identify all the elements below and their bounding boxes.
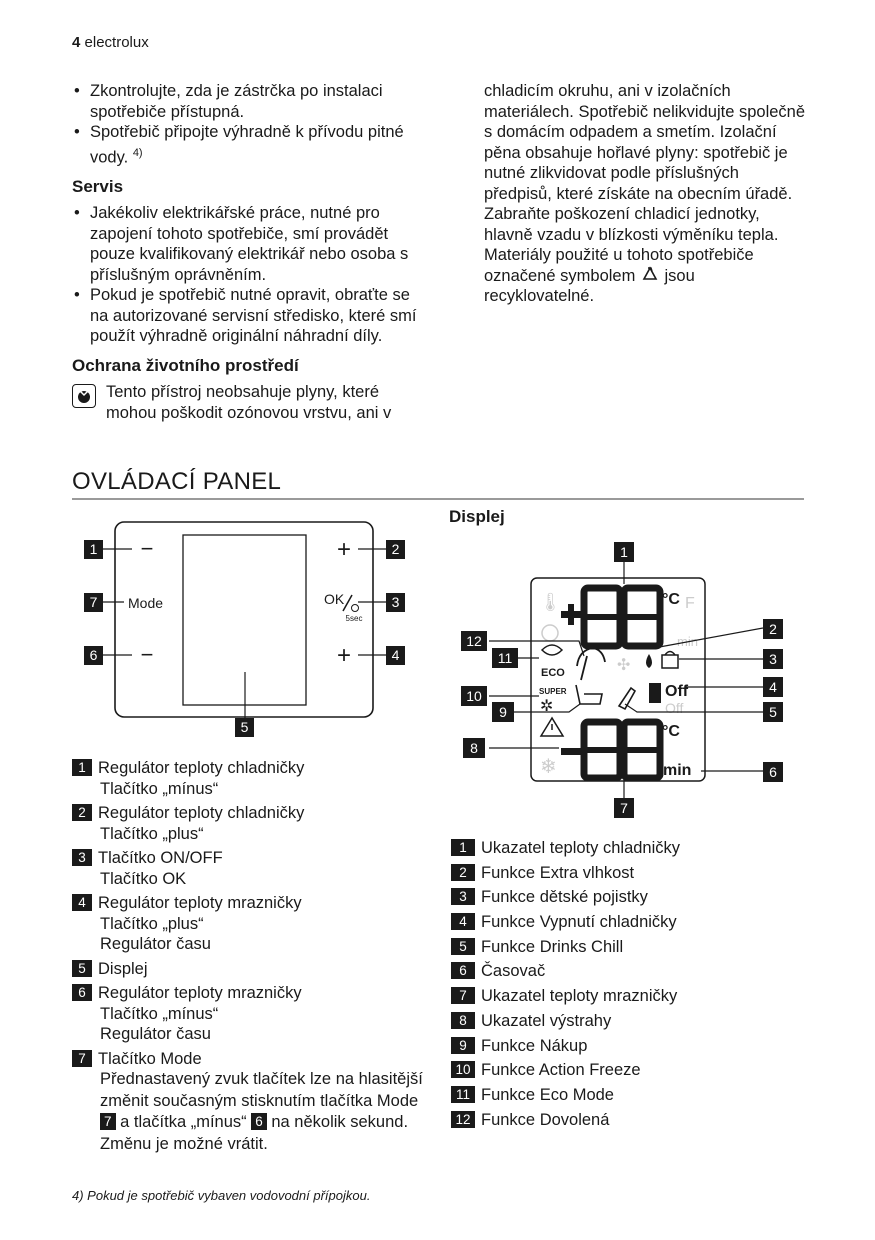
panel-legend — [72, 758, 432, 1155]
legend-item: 1 Regulátor teploty chladničky Tlačítko „mínus“ — [72, 758, 432, 799]
fahrenheit-top: F — [685, 595, 695, 612]
eco-label: ECO — [541, 667, 565, 679]
holiday-umbrella-icon — [577, 648, 605, 666]
legend-item: 6 Časovač — [451, 961, 811, 986]
callout-3: 3 — [391, 594, 400, 610]
legend-item: 3 Tlačítko ON/OFF Tlačítko OK — [72, 848, 432, 889]
fridge-off-icon — [649, 683, 661, 703]
legend-item: 5 Funkce Drinks Chill — [451, 937, 811, 962]
callout-5: 5 — [240, 719, 249, 735]
legend-item: 4 Funkce Vypnutí chladničky — [451, 912, 811, 937]
recycle-icon — [640, 266, 660, 284]
control-panel-diagram — [72, 515, 432, 745]
off-label: Off — [665, 683, 689, 700]
display-callout-10: 10 — [466, 688, 482, 704]
section-divider — [72, 498, 804, 500]
thermometer-icon: 🌡 — [539, 592, 562, 613]
recycling-paragraph: chladicím okruhu, ani v izolačních materiálech. Spotřebič nelikvidujte společně s domácím odpadem a smetím. Izolační pěna obsahuje hořlavé plyny: spotřebič je nutné zlikvidovat podle příslušných předpisů, které získáte na obecním úřadě. Zabraňte poškození chladicí jednotky, hlavně vzadu v blízkosti výměníku tepla. Materiály použité u tohoto spotřebiče označené symbolem jsou recyklovatelné. — [484, 82, 806, 305]
fridge-plus-button[interactable]: + — [336, 536, 352, 563]
callout-6: 6 — [89, 647, 98, 663]
page-header — [72, 34, 149, 51]
freezer-temperature-digits — [561, 722, 660, 778]
page-number: 4 — [72, 34, 81, 51]
off-faded-label: Off — [665, 700, 684, 716]
display-diagram — [459, 538, 789, 823]
legend-item: 9 Funkce Nákup — [451, 1036, 811, 1061]
legend-item: 2 Funkce Extra vlhkost — [451, 863, 811, 888]
legend-item: 8 Ukazatel výstrahy — [451, 1011, 811, 1036]
list-item: • Jakékoliv elektrikářské práce, nutné pro zapojení tohoto spotřebiče, smí provádět pouze kvalifikovaný elektrikář nebo osoba s příslušným oprávněním. — [72, 203, 432, 285]
celsius-bottom: °C — [662, 723, 680, 740]
mode-button[interactable]: Mode — [128, 595, 164, 611]
list-item: • Pokud je spotřebič nutné opravit, obraťte se na autorizované servisní středisko, které smí použít výhradně originální náhradní díly. — [72, 285, 432, 347]
min-faded: min — [677, 634, 698, 649]
humidity-drop-icon — [646, 654, 652, 668]
display-heading: Displej — [449, 507, 505, 526]
display-callout-7: 7 — [620, 800, 628, 816]
servis-heading: Servis — [72, 176, 124, 196]
legend-item: 3 Funkce dětské pojistky — [451, 887, 811, 912]
ok-hold-label: 5sec — [345, 614, 363, 623]
inline-callout-6: 6 — [251, 1113, 267, 1130]
inline-callout-7: 7 — [100, 1113, 116, 1130]
fridge-minus-button[interactable]: − — [140, 536, 154, 561]
section-title: OVLÁDACÍ PANEL — [72, 468, 282, 495]
display-callout-4: 4 — [769, 679, 777, 695]
child-lock-icon — [662, 655, 678, 668]
legend-item: 12 Funkce Dovolená — [451, 1110, 811, 1135]
eco-leaf-icon — [542, 645, 562, 655]
display-callout-12: 12 — [466, 633, 482, 649]
display-callout-8: 8 — [470, 740, 478, 756]
callout-7: 7 — [89, 594, 98, 610]
legend-item: 5 Displej — [72, 959, 432, 980]
brand-name: electrolux — [84, 34, 149, 51]
display-callout-1: 1 — [620, 544, 628, 560]
power-icon — [352, 605, 359, 612]
snowflake-icon: ❄ — [540, 754, 557, 778]
freezer-plus-button[interactable]: + — [336, 642, 352, 669]
legend-item: 10 Funkce Action Freeze — [451, 1060, 811, 1085]
legend-item: 7 Ukazatel teploty mrazničky — [451, 986, 811, 1011]
ok-button[interactable]: OK — [324, 591, 345, 607]
list-item: • Zkontrolujte, zda je zástrčka po instalaci spotřebiče přístupná. — [72, 81, 432, 122]
callout-2: 2 — [391, 541, 400, 557]
super-label: SUPER — [539, 687, 567, 696]
display-callout-5: 5 — [769, 704, 777, 720]
legend-item-mode: 7 Tlačítko Mode Přednastavený zvuk tlačítek lze na hlasitější změnit současným stisknutím tlačítka Mode 7 a tlačítka „mínus“ 6 na několik sekund. Změnu je možné vrátit. — [72, 1049, 432, 1156]
display-callout-11: 11 — [497, 650, 513, 666]
display-callout-2: 2 — [769, 621, 777, 637]
legend-item: 11 Funkce Eco Mode — [451, 1085, 811, 1110]
environment-heading: Ochrana životního prostředí — [72, 355, 299, 375]
display-callout-3: 3 — [769, 651, 777, 667]
legend-item: 2 Regulátor teploty chladničky Tlačítko „plus“ — [72, 803, 432, 844]
display-legend — [451, 838, 811, 1134]
action-freeze-icon: ✲ — [540, 696, 554, 715]
shopping-cart-icon — [576, 685, 602, 704]
display-callout-9: 9 — [499, 704, 507, 720]
timer-min-label: min — [663, 762, 692, 779]
fridge-temperature-digits — [561, 588, 660, 646]
footnote: 4) Pokud je spotřebič vybaven vodovodní přípojkou. — [72, 1188, 371, 1203]
fan-icon: ✣ — [617, 655, 631, 674]
celsius-top: °C — [662, 591, 680, 608]
callout-1: 1 — [89, 541, 98, 557]
callout-4: 4 — [391, 647, 400, 663]
freezer-minus-button[interactable]: − — [140, 642, 154, 667]
list-item: • Spotřebič připojte výhradně k přívodu pitné vody. $^{4)}$ — [72, 122, 432, 168]
footnote-mark: 4) — [132, 146, 143, 159]
display-callout-6: 6 — [769, 764, 777, 780]
legend-item: 1 Ukazatel teploty chladničky — [451, 838, 811, 863]
legend-item: 6 Regulátor teploty mrazničky Tlačítko „mínus“ Regulátor času — [72, 983, 432, 1045]
install-notes — [72, 81, 432, 423]
environment-paragraph: Tento přístroj neobsahuje plyny, které mohou poškodit ozónovou vrstvu, ani v — [72, 382, 432, 423]
globe-icon — [542, 625, 558, 641]
legend-item: 4 Regulátor teploty mrazničky Tlačítko „plus“ Regulátor času — [72, 893, 432, 955]
environment-icon — [72, 384, 96, 408]
